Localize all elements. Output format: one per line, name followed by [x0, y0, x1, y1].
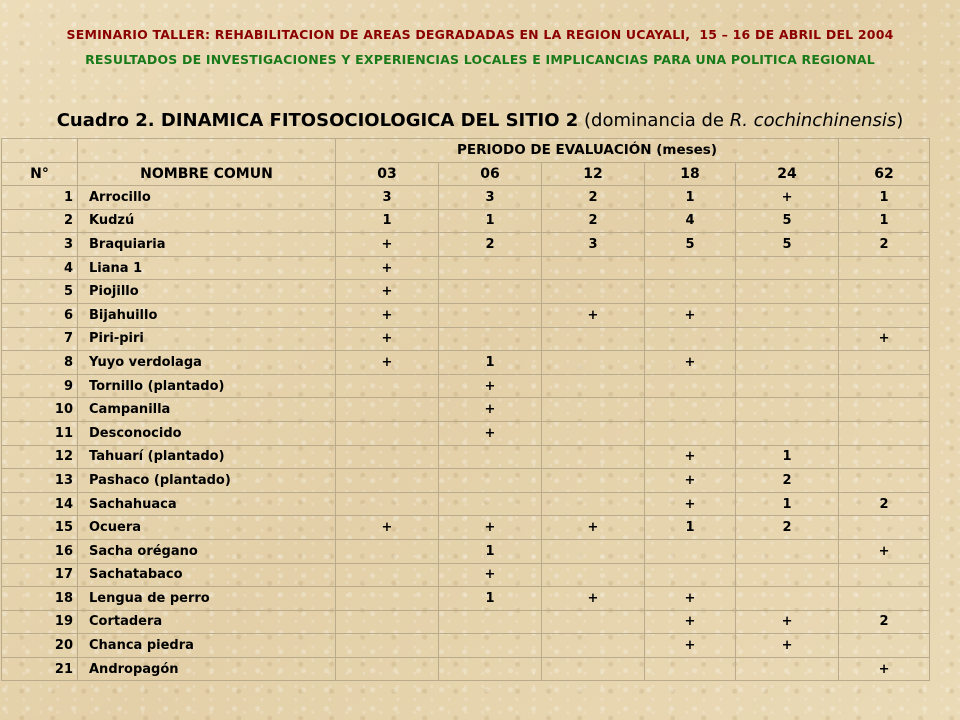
dominance-value — [542, 280, 645, 304]
dominance-value: + — [839, 539, 930, 563]
dominance-value — [439, 610, 542, 634]
column-header-period: 18 — [645, 162, 736, 186]
dominance-value: 2 — [736, 469, 839, 493]
table-row — [2, 256, 930, 280]
dominance-value: + — [645, 587, 736, 611]
dominance-value: 1 — [645, 516, 736, 540]
table-row — [2, 634, 930, 658]
row-number: 6 — [2, 303, 78, 327]
seminar-title — [0, 27, 960, 42]
dominance-value — [336, 587, 439, 611]
row-number: 7 — [2, 327, 78, 351]
species-name: Tornillo (plantado) — [78, 374, 336, 398]
dominance-value: 1 — [439, 209, 542, 233]
dominance-value: 4 — [645, 209, 736, 233]
dominance-value — [336, 445, 439, 469]
dominance-value — [542, 374, 645, 398]
period-group-header: PERIODO DE EVALUACIÓN (meses) — [336, 139, 839, 163]
species-name: Sacha orégano — [78, 539, 336, 563]
dominance-value — [336, 421, 439, 445]
row-number: 1 — [2, 186, 78, 210]
row-number: 21 — [2, 657, 78, 681]
dominance-value — [839, 421, 930, 445]
dominance-value — [542, 657, 645, 681]
dominance-value — [736, 587, 839, 611]
table-row — [2, 186, 930, 210]
dominance-value: + — [645, 469, 736, 493]
dominance-value: + — [839, 327, 930, 351]
dominance-value — [839, 634, 930, 658]
dominance-value: 2 — [839, 610, 930, 634]
dominance-value — [645, 256, 736, 280]
table-row — [2, 610, 930, 634]
dominance-value — [645, 421, 736, 445]
row-number: 5 — [2, 280, 78, 304]
dominance-value: 1 — [736, 492, 839, 516]
dominance-value — [542, 469, 645, 493]
species-name: Bijahuillo — [78, 303, 336, 327]
dominance-value — [542, 610, 645, 634]
dominance-value: 5 — [736, 209, 839, 233]
table-row — [2, 492, 930, 516]
dominance-value — [439, 492, 542, 516]
dominance-value — [336, 539, 439, 563]
dominance-value — [336, 563, 439, 587]
species-name: Braquiaria — [78, 233, 336, 257]
row-number: 3 — [2, 233, 78, 257]
dominance-value — [542, 563, 645, 587]
species-name: Pashaco (plantado) — [78, 469, 336, 493]
dominance-value: 3 — [542, 233, 645, 257]
dominance-value: + — [645, 610, 736, 634]
header-empty-cell — [2, 139, 78, 163]
table-row — [2, 563, 930, 587]
row-number: 11 — [2, 421, 78, 445]
table-column-header-row — [2, 162, 930, 186]
table-row — [2, 445, 930, 469]
dominance-value: 1 — [839, 209, 930, 233]
dominance-value: 5 — [736, 233, 839, 257]
table-title — [0, 110, 960, 131]
dominance-value: + — [839, 657, 930, 681]
species-name: Campanilla — [78, 398, 336, 422]
dominance-value: 2 — [542, 209, 645, 233]
table-row — [2, 657, 930, 681]
column-header-period: 12 — [542, 162, 645, 186]
column-header-period: 06 — [439, 162, 542, 186]
table-row — [2, 374, 930, 398]
dominance-value — [839, 398, 930, 422]
column-header-name: NOMBRE COMUN — [78, 162, 336, 186]
dominance-value — [736, 563, 839, 587]
seminar-subtitle: RESULTADOS DE INVESTIGACIONES Y EXPERIENCIAS LOCALES E IMPLICANCIAS PARA UNA POLITICA REGIONAL — [85, 52, 875, 67]
dominance-value — [542, 398, 645, 422]
dominance-value — [736, 303, 839, 327]
dominance-value — [839, 256, 930, 280]
dominance-value — [645, 539, 736, 563]
species-name: Arrocillo — [78, 186, 336, 210]
dominance-value — [439, 657, 542, 681]
species-name: Sachahuaca — [78, 492, 336, 516]
dominance-value — [336, 469, 439, 493]
dominance-value: + — [645, 303, 736, 327]
dominance-value — [336, 374, 439, 398]
dominance-value — [736, 398, 839, 422]
dominance-value: 1 — [336, 209, 439, 233]
header-empty-cell — [78, 139, 336, 163]
species-name: Chanca piedra — [78, 634, 336, 658]
dominance-value: 1 — [439, 587, 542, 611]
dominance-value: 5 — [645, 233, 736, 257]
species-name: Lengua de perro — [78, 587, 336, 611]
dominance-value — [439, 634, 542, 658]
dominance-value — [336, 492, 439, 516]
dominance-value — [736, 374, 839, 398]
row-number: 13 — [2, 469, 78, 493]
dominance-value — [439, 445, 542, 469]
dominance-value: + — [736, 610, 839, 634]
dominance-value — [839, 280, 930, 304]
species-name: Yuyo verdolaga — [78, 351, 336, 375]
row-number: 12 — [2, 445, 78, 469]
dominance-value — [839, 445, 930, 469]
dominance-value — [542, 445, 645, 469]
dominance-value — [645, 657, 736, 681]
dominance-value — [839, 469, 930, 493]
dominance-value: + — [542, 587, 645, 611]
row-number: 4 — [2, 256, 78, 280]
table-row — [2, 516, 930, 540]
dominance-value: + — [542, 303, 645, 327]
dominance-value: + — [336, 327, 439, 351]
table-row — [2, 280, 930, 304]
species-name: Kudzú — [78, 209, 336, 233]
dominance-value — [736, 280, 839, 304]
species-name: Liana 1 — [78, 256, 336, 280]
row-number: 15 — [2, 516, 78, 540]
species-name: Piri-piri — [78, 327, 336, 351]
dominance-value — [542, 351, 645, 375]
row-number: 9 — [2, 374, 78, 398]
dominance-value: 2 — [839, 233, 930, 257]
row-number: 2 — [2, 209, 78, 233]
dominance-value — [439, 256, 542, 280]
column-header-period: 03 — [336, 162, 439, 186]
dominance-value — [542, 539, 645, 563]
species-name: Sachatabaco — [78, 563, 336, 587]
dominance-value — [736, 657, 839, 681]
dominance-value: 1 — [645, 186, 736, 210]
header-empty-cell — [839, 139, 930, 163]
column-header-period: 62 — [839, 162, 930, 186]
table-row — [2, 303, 930, 327]
row-number: 19 — [2, 610, 78, 634]
table-row — [2, 587, 930, 611]
dominance-value: + — [439, 421, 542, 445]
table-row — [2, 398, 930, 422]
dominance-value — [736, 351, 839, 375]
row-number: 8 — [2, 351, 78, 375]
dominance-value: + — [736, 186, 839, 210]
table-row — [2, 539, 930, 563]
dominance-value: + — [336, 280, 439, 304]
dominance-value — [542, 327, 645, 351]
dominance-value: 1 — [736, 445, 839, 469]
seminar-title-text: SEMINARIO TALLER: REHABILITACION DE AREAS DEGRADADAS EN LA REGION UCAYALI, — [66, 27, 691, 42]
dominance-value: + — [336, 303, 439, 327]
dominance-value: 1 — [439, 351, 542, 375]
dominance-value: + — [336, 516, 439, 540]
table-row — [2, 421, 930, 445]
dominance-value: 2 — [439, 233, 542, 257]
dominance-value: + — [645, 492, 736, 516]
dominance-value — [645, 374, 736, 398]
dominance-value — [645, 563, 736, 587]
dominance-value: + — [645, 445, 736, 469]
dominance-value — [736, 421, 839, 445]
dominance-value: 1 — [839, 186, 930, 210]
species-name: Piojillo — [78, 280, 336, 304]
dominance-value — [839, 516, 930, 540]
dominance-value: + — [336, 351, 439, 375]
dominance-value — [542, 492, 645, 516]
dominance-value — [439, 469, 542, 493]
dominance-value — [839, 563, 930, 587]
dominance-value: + — [542, 516, 645, 540]
dominance-value: 3 — [336, 186, 439, 210]
dominance-value — [439, 280, 542, 304]
species-name: Cortadera — [78, 610, 336, 634]
row-number: 10 — [2, 398, 78, 422]
table-title-paren: (dominancia de — [578, 110, 730, 131]
dominance-value: + — [736, 634, 839, 658]
table-title-main: Cuadro 2. DINAMICA FITOSOCIOLOGICA DEL SITIO 2 — [56, 110, 579, 131]
dominance-value: + — [645, 634, 736, 658]
table-row — [2, 469, 930, 493]
species-name: Tahuarí (plantado) — [78, 445, 336, 469]
table-title-paren-close: ) — [896, 110, 904, 131]
dominance-value — [439, 327, 542, 351]
dominance-value — [542, 634, 645, 658]
dominance-value: + — [439, 398, 542, 422]
row-number: 14 — [2, 492, 78, 516]
dominance-value — [336, 634, 439, 658]
row-number: 16 — [2, 539, 78, 563]
column-header-number: N° — [2, 162, 78, 186]
dominance-value: + — [439, 563, 542, 587]
species-name: Ocuera — [78, 516, 336, 540]
dominance-value — [736, 327, 839, 351]
row-number: 18 — [2, 587, 78, 611]
dominance-value — [542, 421, 645, 445]
dominance-value — [336, 657, 439, 681]
table-row — [2, 233, 930, 257]
dominance-value: + — [439, 516, 542, 540]
table-group-header-row — [2, 139, 930, 163]
table-row — [2, 327, 930, 351]
column-header-period: 24 — [736, 162, 839, 186]
dominance-value — [839, 374, 930, 398]
dominance-value: 2 — [736, 516, 839, 540]
dominance-value — [439, 303, 542, 327]
dominance-value — [839, 303, 930, 327]
dominance-value — [336, 398, 439, 422]
dominance-value: 2 — [839, 492, 930, 516]
dominance-value — [839, 351, 930, 375]
dominance-value: + — [336, 233, 439, 257]
dominance-value — [736, 256, 839, 280]
dominance-value: 1 — [439, 539, 542, 563]
dominance-value — [542, 256, 645, 280]
phytosociology-table — [1, 138, 930, 681]
dominance-value — [839, 587, 930, 611]
table-row — [2, 351, 930, 375]
dominance-value: 2 — [542, 186, 645, 210]
dominance-value: + — [336, 256, 439, 280]
dominance-value: + — [439, 374, 542, 398]
dominance-value — [645, 327, 736, 351]
dominance-value — [645, 280, 736, 304]
dominance-value: 3 — [439, 186, 542, 210]
row-number: 17 — [2, 563, 78, 587]
table-row — [2, 209, 930, 233]
seminar-dates: 15 – 16 DE ABRIL DEL 2004 — [699, 27, 894, 42]
dominance-value — [336, 610, 439, 634]
row-number: 20 — [2, 634, 78, 658]
dominance-value: + — [645, 351, 736, 375]
species-name: Desconocido — [78, 421, 336, 445]
table-title-species: R. cochinchinensis — [729, 110, 897, 131]
species-name: Andropagón — [78, 657, 336, 681]
dominance-value — [645, 398, 736, 422]
dominance-value — [736, 539, 839, 563]
